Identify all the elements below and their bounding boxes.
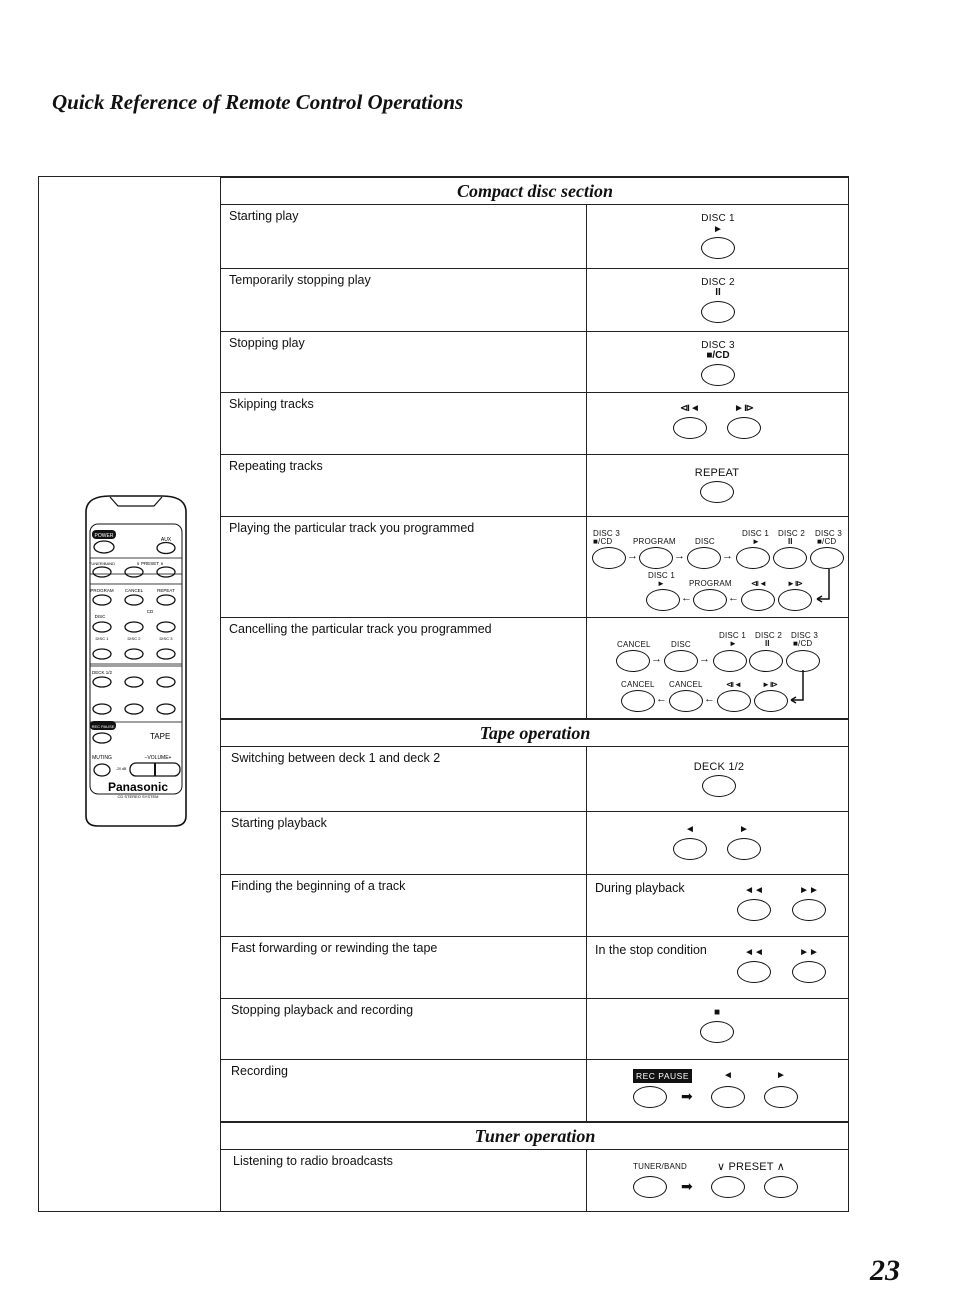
disc1-button: [701, 237, 735, 259]
cancel-label: CANCEL: [621, 680, 655, 689]
tuner-band-button: [633, 1176, 667, 1198]
row-description: Finding the beginning of a track: [231, 879, 406, 893]
section-heading-tape: Tape operation: [221, 719, 849, 747]
skip-back-button: [741, 589, 775, 611]
table-row: Listening to radio broadcasts TUNER/BAND ➡ ∨ PRESET ∧: [221, 1150, 849, 1212]
remote-disc3-label: DISC 3: [159, 636, 173, 641]
disc-label: DISC: [695, 537, 715, 546]
table-row: [221, 393, 849, 455]
table-row: [221, 999, 849, 1060]
disc3-label: DISC 3: [701, 340, 735, 351]
row-note: In the stop condition: [595, 943, 707, 957]
cancel-label: CANCEL: [669, 680, 703, 689]
tuner-band-label: TUNER/BAND: [633, 1162, 688, 1171]
remote-recpause-label: REC PAUSE: [91, 724, 115, 729]
skip-back-button: [673, 417, 707, 439]
disc1-label: DISC 1: [648, 571, 675, 580]
preset-up-button: [764, 1176, 798, 1198]
disc3-label: DISC 3: [815, 529, 842, 538]
disc3-label: DISC 3: [593, 529, 620, 538]
play-icon: ►: [729, 639, 737, 648]
stop-cd-label: ■/CD: [593, 537, 613, 546]
disc-button: [664, 650, 698, 672]
fast-forward-icon: ►►: [799, 885, 819, 896]
table-row: Playing the particular track you programmed DISC 3 ■/CD PROGRAM DISC DISC 1 DISC 2 DISC 3 ► II ■/CD → → → DISC 1 ► PROGRAM ⧏◄ ►⧐ ← ←: [221, 517, 849, 618]
remote-disc-label: DISC: [94, 614, 106, 619]
remote-system-label: CD STEREO SYSTEM: [117, 794, 159, 799]
section-heading-tuner: Tuner operation: [221, 1122, 849, 1150]
cancel-button: [621, 690, 655, 712]
remote-cd-label: CD: [146, 609, 154, 614]
table-row: Recording REC PAUSE ➡ ◄ ►: [221, 1060, 849, 1122]
row-description: Stopping play: [229, 336, 305, 350]
deck-button: [702, 775, 736, 797]
disc1-label: DISC 1: [719, 631, 746, 640]
reverse-play-button: [673, 838, 707, 860]
stop-cd-label: ■/CD: [817, 537, 837, 546]
row-description: Cancelling the particular track you programmed: [229, 622, 492, 636]
disc3-button: [592, 547, 626, 569]
loop-arrow-icon: [813, 567, 835, 607]
row-description: Stopping playback and recording: [231, 1003, 414, 1017]
rewind-icon: ◄◄: [744, 885, 764, 896]
row-description: Repeating tracks: [229, 459, 323, 473]
stop-cd-label: ■/CD: [706, 350, 730, 361]
remote-muting-label: MUTING: [92, 755, 112, 761]
disc1-label: DISC 1: [701, 213, 735, 224]
page-title: Quick Reference of Remote Control Operations: [52, 90, 464, 114]
forward-play-icon: ►: [739, 824, 749, 835]
row-description: Skipping tracks: [229, 397, 314, 411]
row-description: Fast forwarding or rewinding the tape: [231, 941, 438, 955]
play-icon: ►: [752, 537, 760, 546]
disc1-label: DISC 1: [742, 529, 769, 538]
play-icon: ►: [713, 224, 723, 235]
pause-icon: II: [765, 639, 770, 648]
row-description: Recording: [231, 1064, 288, 1078]
repeat-label: REPEAT: [694, 467, 740, 479]
skip-forward-button: [727, 417, 761, 439]
pause-icon: II: [715, 287, 721, 298]
remote-deck-label: DECK 1/2: [91, 670, 113, 675]
forward-play-button: [727, 838, 761, 860]
remote-tape-label: TAPE: [150, 732, 171, 741]
page-number: 23: [870, 1254, 900, 1287]
table-row: [221, 332, 849, 393]
rewind-icon: ◄◄: [744, 947, 764, 958]
skip-back-icon: ⧏◄: [726, 680, 742, 689]
table-row: [221, 937, 849, 999]
disc3-button: [701, 364, 735, 386]
table-row: [221, 875, 849, 937]
skip-forward-button: [778, 589, 812, 611]
reverse-play-button: [711, 1086, 745, 1108]
disc1-button: [646, 589, 680, 611]
skip-back-button: [717, 690, 751, 712]
remote-aux-label: AUX: [160, 537, 172, 543]
preset-label: ∨ PRESET ∧: [717, 1161, 786, 1173]
row-description: Listening to radio broadcasts: [233, 1154, 393, 1168]
play-icon: ►: [657, 579, 665, 588]
reverse-play-icon: ◄: [685, 824, 695, 835]
row-description: Starting playback: [231, 816, 327, 830]
rec-pause-button: [633, 1086, 667, 1108]
remote-tunerband-label: TUNER/BAND: [88, 561, 116, 566]
loop-arrow-icon: [787, 668, 809, 708]
remote-preset-label: ∨ PRESET ∧: [136, 561, 164, 566]
disc2-label: DISC 2: [755, 631, 782, 640]
remote-brand-logo: Panasonic: [107, 780, 169, 794]
disc2-button: [749, 650, 783, 672]
fast-forward-button: [792, 899, 826, 921]
cancel-button: [616, 650, 650, 672]
program-label: PROGRAM: [633, 537, 676, 546]
stop-icon: ■: [713, 1007, 721, 1018]
fast-forward-button: [792, 961, 826, 983]
forward-play-icon: ►: [776, 1070, 786, 1081]
disc2-button: [701, 301, 735, 323]
row-description: Starting play: [229, 209, 299, 223]
disc3-button: [810, 547, 844, 569]
skip-forward-icon: ►⧐: [787, 579, 803, 588]
remote-power-label: POWER: [94, 533, 114, 539]
stop-cd-label: ■/CD: [793, 639, 813, 648]
row-description: Switching between deck 1 and deck 2: [231, 751, 441, 765]
table-row: [221, 747, 849, 812]
remote-volume-label: −VOLUME+: [144, 755, 172, 761]
cancel-label: CANCEL: [617, 640, 651, 649]
section-heading-compact-disc: Compact disc section: [221, 177, 849, 205]
disc-label: DISC: [671, 640, 691, 649]
program-label: PROGRAM: [689, 579, 732, 588]
forward-play-button: [764, 1086, 798, 1108]
remote-repeat-label: REPEAT: [157, 588, 175, 593]
deck-label: DECK 1/2: [693, 761, 745, 773]
row-description: Playing the particular track you programmed: [229, 521, 475, 535]
reverse-play-icon: ◄: [723, 1070, 733, 1081]
skip-back-icon: ⧏◄: [680, 403, 700, 414]
remote-disc2-label: DISC 2: [127, 636, 141, 641]
repeat-button: [700, 481, 734, 503]
remote-disc1-label: DISC 1: [95, 636, 109, 641]
table-row: Cancelling the particular track you programmed CANCEL DISC DISC 1 DISC 2 DISC 3 ► II ■/CD → → CANCEL CANCEL ⧏◄ ►⧐ ← ←: [221, 618, 849, 719]
row-description: Temporarily stopping play: [229, 273, 371, 287]
disc2-button: [773, 547, 807, 569]
remote-program-label: PROGRAM: [90, 588, 114, 593]
skip-forward-button: [754, 690, 788, 712]
preset-down-button: [711, 1176, 745, 1198]
skip-forward-icon: ►⧐: [762, 680, 778, 689]
remote-cancel-label: CANCEL: [124, 588, 144, 593]
disc2-label: DISC 2: [701, 277, 735, 288]
disc1-button: [713, 650, 747, 672]
table-row: [221, 812, 849, 875]
remote-db-label: -20 dB: [116, 767, 127, 771]
fast-forward-icon: ►►: [799, 947, 819, 958]
disc-button: [687, 547, 721, 569]
table-row: [221, 455, 849, 517]
rewind-button: [737, 899, 771, 921]
remote-control-illustration: [80, 494, 190, 827]
program-button: [639, 547, 673, 569]
table-row: [221, 269, 849, 332]
rewind-button: [737, 961, 771, 983]
program-button: [693, 589, 727, 611]
cancel-button: [669, 690, 703, 712]
skip-forward-icon: ►⧐: [734, 403, 754, 414]
pause-icon: II: [788, 537, 793, 546]
skip-back-icon: ⧏◄: [751, 579, 767, 588]
disc2-label: DISC 2: [778, 529, 805, 538]
stop-button: [700, 1021, 734, 1043]
row-note: During playback: [595, 881, 685, 895]
table-row: [221, 205, 849, 269]
disc1-button: [736, 547, 770, 569]
disc3-label: DISC 3: [791, 631, 818, 640]
rec-pause-label: REC PAUSE: [633, 1069, 692, 1083]
